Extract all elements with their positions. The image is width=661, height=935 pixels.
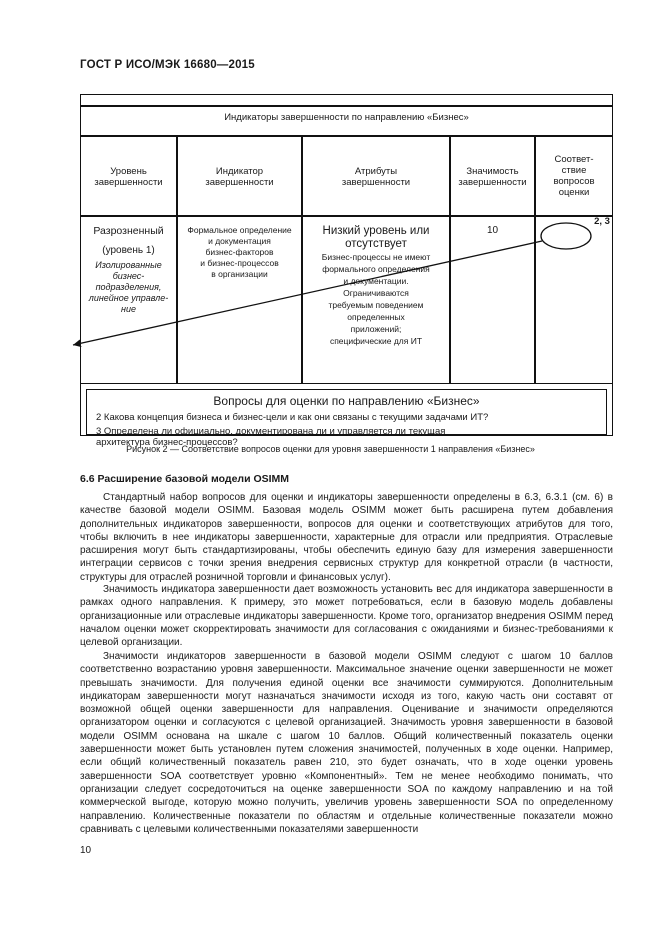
attributes-text: Низкий уровень или отсутствует Бизнес-процессы не имеют формального определения и документации. Ограничиваются требуемым поведением определенных приложений; специфические для ИТ	[321, 225, 431, 346]
section-heading: 6.6 Расширение базовой модели OSIMM	[80, 473, 290, 485]
paragraph-2: Значимость индикатора завершенности дает возможность установить вес для индикатора завершенности в рамках одного направления. К примеру, это может потребоваться, если в базовую модель добавлены организационные или отраслевые индикаторы завершенности. Кроме того, организатор внедрения OSIMM перед началом оценки может скорректировать значимости для согласования с ожиданиями и бизнес-требованиями к целевой организации.	[80, 584, 613, 649]
col-indicator-label: Индикатор завершенности	[205, 166, 274, 188]
weight-value: 10	[486, 225, 499, 236]
level-name: Разрозненный (уровень 1) Изолированные бизнес- подразделения, линейное управле- ние	[88, 225, 169, 314]
col-weight-label: Значимость завершенности	[458, 166, 527, 188]
col-attributes-label: Атрибуты завершенности	[341, 166, 411, 188]
page-number: 10	[80, 845, 92, 856]
questions-title: Вопросы для оценки по направлению «Бизнес»	[213, 394, 480, 408]
col-level-label: Уровень завершенности	[94, 166, 163, 188]
question-2: 2 Какова концепция бизнеса и бизнес-цели и как они связаны с текущими задачами ИТ?	[96, 412, 489, 423]
arrow-line	[73, 241, 542, 345]
indicator-text: Формальное определение и документация бизнес-факторов и бизнес-процессов в организации	[187, 225, 292, 279]
question-3b: архитектура бизнес-процессов?	[96, 437, 238, 448]
paragraph-3: Значимости индикаторов завершенности в базовой модели OSIMM следуют с шагом 10 баллов соответственно возрастанию уровня завершенности. Максимальное значение оценки завершенности не может превышать значимости. Для получения единой оценки все значимости суммируются. Дополнительным индикаторам завершенности могут назначаться значимости исходя из того, какую часть они составят от возможной общей оценки завершенности для направления. Оценивание и значимости определяются организатором оценки и согласуются с целевой организацией. Значимость уровня завершенности в базовой модели OSIMM основана на шкале с шагом 10 баллов. Общий количественный показатель оценки завершенности может быть установлен путем сложения значимостей, полученных в ходе оценки. Например, если общий количественный показатель равен 210, это будет означать, что в ходе оценки уровень завершенности SOA соответствует уровню «Компонентный». Тем не менее необходимо понимать, что организации следует сосредоточиться на оценке завершенности SOA по каждому направлению и на той коммерческой выгоде, которую можно получить, увеличив уровень завершенности SOA по определенному направлению. Количественные показатели по областям и отдельные количественные показатели можно сравнивать с целевыми количественными показателями завершенности	[80, 651, 613, 835]
col-match-label: Соответ- ствие вопросов оценки	[553, 154, 595, 198]
match-value: 2, 3	[594, 216, 610, 227]
paragraph-1: Стандартный набор вопросов для оценки и индикаторы завершенности определены в 6.3, 6.3.1 (см. 6) в качестве базовой модели OSIMM. Базовая модель OSIMM может быть расширена путем добавления дополнительных индикаторов завершенности, вопросов для оценки и соответствующих атрибутов для того, чтобы включить в нее индикаторы завершенности, характерные для отрасли или предприятия. Отраслевые расширения могут быть стандартизированы, чтобы обеспечить единую базу для измерения завершенности интеграции сервисов с точки зрения внедрения сервисных структур для конкретной отрасли (в частности, структуры для отраслей розничной торговли и финансовых услуг).	[80, 492, 613, 583]
figure-caption: Рисунок 2 — Соответствие вопросов оценки для уровня завершенности 1 направления «Бизнес»	[126, 444, 535, 454]
figure-title: Индикаторы завершенности по направлению «Бизнес»	[224, 112, 469, 123]
question-3a: 3 Определена ли официально, документирована ли и управляется ли текущая	[96, 426, 446, 437]
match-ellipse	[541, 223, 591, 249]
document-header: ГОСТ Р ИСО/МЭК 16680—2015	[80, 59, 255, 71]
